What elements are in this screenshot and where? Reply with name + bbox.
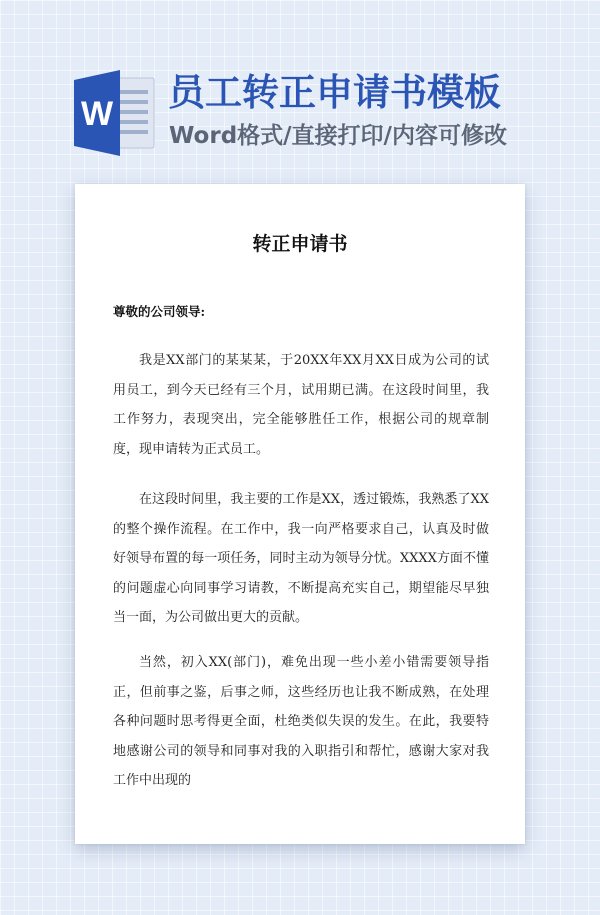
word-logo-letter: W [80, 95, 114, 133]
document-salutation: 尊敬的公司领导: [113, 304, 206, 319]
page-subtitle: Word格式/直接打印/内容可修改 [169, 123, 507, 149]
document-page [75, 184, 525, 844]
document-paragraph-3: 当然，初入XX(部门)，难免出现一些小差小错需要领导指正，但前事之鉴，后事之师，这些经历也让我不断成熟，在处理各种问题时思考得更全面，杜绝类似失误的发生。在此，我要特地感谢公司的领导和同事对我的入职指引和帮忙，感谢大家对我工作中出现的 [113, 655, 489, 788]
document-paragraph-2: 在这段时间里，我主要的工作是XX，透过锻炼，我熟悉了XX的整个操作流程。在工作中，我一向严格要求自己，认真及时做好领导布置的每一项任务，同时主动为领导分忧。XXXX方面不懂的问题虚心向同事学习请教，不断提高充实自己，期望能尽早独当一面，为公司做出更大的贡献。 [113, 492, 489, 625]
document-title: 转正申请书 [252, 233, 348, 255]
header-banner [0, 0, 600, 170]
document-paragraph-1: 我是XX部门的某某某，于20XX年XX月XX日成为公司的试用员工，到今天已经有三个月，试用期已满。在这段时间里，我工作努力，表现突出，完全能够胜任工作，根据公司的规章制度，现申请转为正式员工。 [113, 353, 489, 457]
page-title: 员工转正申请书模板 [168, 71, 501, 114]
word-app-icon [74, 70, 156, 156]
